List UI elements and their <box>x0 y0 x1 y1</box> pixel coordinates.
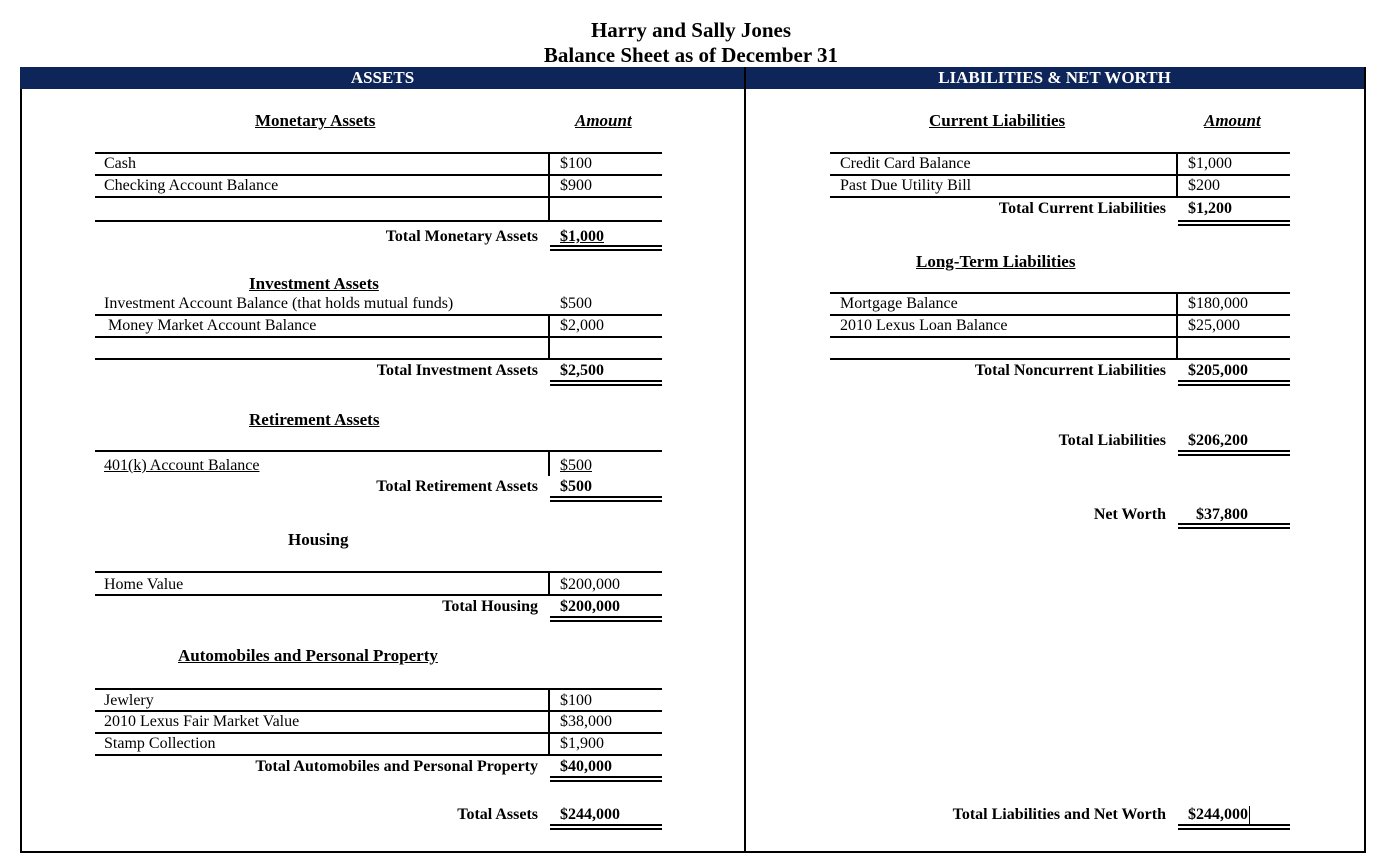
assets-header: ASSETS <box>20 67 745 89</box>
asset-row-value: $38,000 <box>560 713 612 730</box>
row-rule <box>830 314 1290 316</box>
total-retirement-label: Total Retirement Assets <box>376 478 538 495</box>
row-rule <box>95 571 662 573</box>
housing-heading: Housing <box>288 530 349 549</box>
total-liabilities-networth-label: Total Liabilities and Net Worth <box>952 806 1166 823</box>
amount-column-rule <box>548 571 550 596</box>
asset-row-label: Cash <box>104 155 136 172</box>
amount-column-rule <box>548 452 550 476</box>
total-liabilities-networth-value: $244,000 <box>1188 806 1248 823</box>
row-rule <box>95 754 662 756</box>
retirement-assets-heading: Retirement Assets <box>249 410 380 429</box>
row-rule <box>830 152 1290 154</box>
row-rule <box>95 358 662 360</box>
asset-row-label: 401(k) Account Balance <box>104 457 260 474</box>
asset-row-value: $200,000 <box>560 576 620 593</box>
double-underline <box>1178 523 1290 529</box>
total-personal-value: $40,000 <box>560 758 612 775</box>
row-rule <box>95 688 662 690</box>
row-rule <box>95 314 662 316</box>
total-assets-label: Total Assets <box>457 806 538 823</box>
double-underline <box>550 245 662 251</box>
asset-row-label: Jewlery <box>104 692 154 709</box>
double-underline <box>1178 824 1290 830</box>
row-rule <box>95 732 662 734</box>
liabilities-header: LIABILITIES & NET WORTH <box>745 67 1364 89</box>
double-underline <box>550 496 662 502</box>
liability-row-label: Mortgage Balance <box>840 295 958 312</box>
double-underline <box>550 380 662 386</box>
liability-row-label: Credit Card Balance <box>840 155 971 172</box>
current-liabilities-heading: Current Liabilities <box>929 111 1066 130</box>
row-rule <box>95 174 662 176</box>
amount-column-rule <box>548 152 550 222</box>
row-rule <box>95 710 662 712</box>
total-investment-label: Total Investment Assets <box>376 362 538 379</box>
assets-amount-header: Amount <box>575 111 632 130</box>
asset-row-label: 2010 Lexus Fair Market Value <box>104 713 300 730</box>
net-worth-label: Net Worth <box>1093 506 1166 523</box>
asset-row-value: $1,900 <box>560 735 604 752</box>
total-housing-label: Total Housing <box>442 598 538 615</box>
double-underline <box>550 616 662 622</box>
double-underline <box>550 824 662 830</box>
total-retirement-value: $500 <box>560 478 592 495</box>
total-monetary-value: $1,000 <box>560 228 604 245</box>
row-rule <box>95 594 662 596</box>
liability-row-value: $200 <box>1188 177 1220 194</box>
investment-assets-heading: Investment Assets <box>249 274 379 293</box>
double-underline <box>1178 380 1290 386</box>
row-rule <box>95 196 662 198</box>
row-rule <box>95 336 662 338</box>
total-assets-value: $244,000 <box>560 806 620 823</box>
liability-row-label: Past Due Utility Bill <box>840 177 972 194</box>
asset-row-label: Checking Account Balance <box>104 177 279 194</box>
total-liabilities-label: Total Liabilities <box>1058 432 1166 449</box>
amount-column-rule <box>1176 292 1178 360</box>
longterm-liabilities-heading: Long-Term Liabilities <box>916 252 1076 271</box>
row-rule <box>95 450 662 452</box>
monetary-assets-heading: Monetary Assets <box>255 111 376 130</box>
total-investment-value: $2,500 <box>560 362 604 379</box>
net-worth-value: $37,800 <box>1196 506 1248 523</box>
total-noncurrent-label: Total Noncurrent Liabilities <box>974 362 1166 379</box>
liability-row-value: $25,000 <box>1188 317 1240 334</box>
amount-column-rule <box>548 688 550 756</box>
row-rule <box>830 292 1290 294</box>
asset-row-value: $500 <box>560 457 592 474</box>
row-rule <box>95 220 662 222</box>
liabilities-amount-header: Amount <box>1204 111 1261 130</box>
amount-column-rule <box>548 314 550 360</box>
asset-row-label: Home Value <box>104 576 184 593</box>
double-underline <box>550 776 662 782</box>
asset-row-label: Money Market Account Balance <box>108 317 317 334</box>
asset-row-value: $2,000 <box>560 317 604 334</box>
sheet-title: Harry and Sally Jones <box>590 18 792 42</box>
asset-row-value: $100 <box>560 155 592 172</box>
personal-property-heading: Automobiles and Personal Property <box>178 646 438 665</box>
row-rule <box>95 152 662 154</box>
asset-row-value: $100 <box>560 692 592 709</box>
double-underline <box>1178 220 1290 226</box>
asset-row-value: $500 <box>560 295 592 312</box>
liability-row-value: $1,000 <box>1188 155 1232 172</box>
text-cursor <box>1249 806 1250 824</box>
amount-column-rule <box>1176 152 1178 198</box>
total-current-label: Total Current Liabilities <box>998 200 1166 217</box>
total-liabilities-value: $206,200 <box>1188 432 1248 449</box>
liability-row-value: $180,000 <box>1188 295 1248 312</box>
asset-row-label: Stamp Collection <box>104 735 216 752</box>
row-rule <box>830 358 1290 360</box>
total-current-value: $1,200 <box>1188 200 1232 217</box>
asset-row-value: $900 <box>560 177 592 194</box>
liability-row-label: 2010 Lexus Loan Balance <box>840 317 1008 334</box>
sheet-subtitle: Balance Sheet as of December 31 <box>543 43 839 67</box>
total-noncurrent-value: $205,000 <box>1188 362 1248 379</box>
row-rule <box>830 196 1290 198</box>
column-divider <box>744 67 746 851</box>
double-underline <box>1178 450 1290 456</box>
total-liabilities-networth-cell[interactable] <box>1188 806 1250 824</box>
total-personal-label: Total Automobiles and Personal Property <box>255 758 538 775</box>
total-monetary-label: Total Monetary Assets <box>385 228 538 245</box>
row-rule <box>830 174 1290 176</box>
total-housing-value: $200,000 <box>560 598 620 615</box>
row-rule <box>830 336 1290 338</box>
asset-row-label: Investment Account Balance (that holds mutual funds) <box>104 295 454 312</box>
